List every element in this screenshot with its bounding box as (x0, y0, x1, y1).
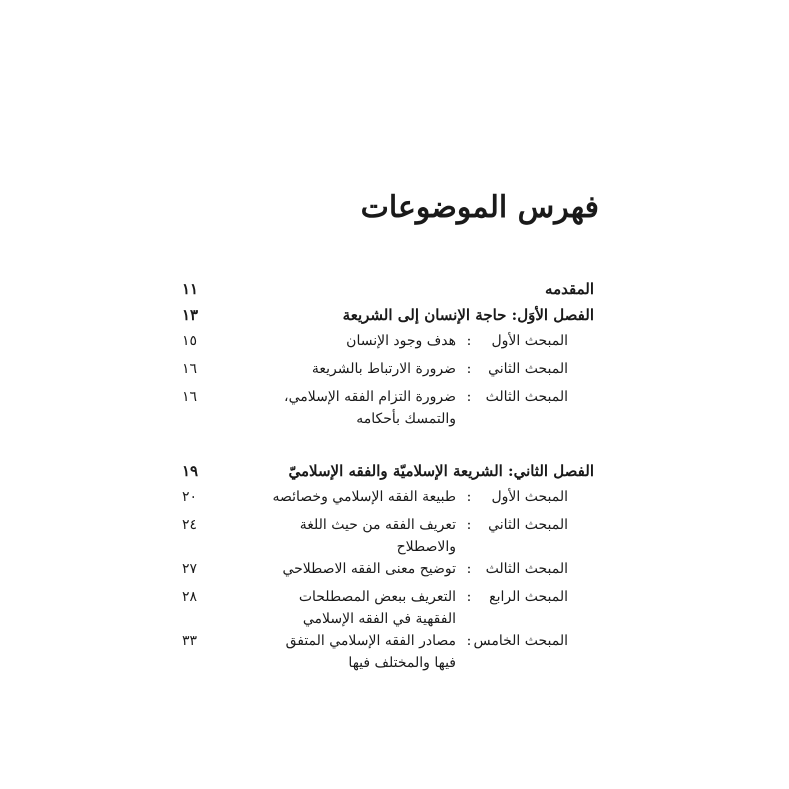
toc-page-number: ٢٤ (182, 517, 198, 533)
toc-separator: : (466, 389, 472, 405)
toc-section-title: توضيح معنى الفقه الاصطلاحي (282, 561, 456, 577)
toc-chapter-label: الفصل الأوَل: حاجة الإنسان إلى الشريعة (342, 306, 594, 324)
table-of-contents (182, 278, 594, 674)
toc-page-number: ١٥ (182, 333, 198, 349)
toc-section[interactable] (182, 386, 594, 430)
toc-section[interactable] (182, 330, 594, 358)
toc-section[interactable] (182, 486, 594, 514)
toc-page-number: ٢٠ (182, 489, 198, 505)
toc-section-label: المبحث الخامس (473, 633, 568, 649)
toc-section-label: المبحث الأول (491, 333, 568, 349)
toc-section[interactable] (182, 630, 594, 674)
toc-entry-label: المقدمه (545, 280, 594, 298)
toc-section-title: طبيعة الفقه الإسلامي وخصائصه (272, 489, 456, 505)
toc-section-title: ضرورة التزام الفقه الإسلامي، والتمسك بأحكامه (284, 389, 456, 427)
toc-page-number: ١٣ (182, 306, 199, 324)
toc-page-number: ١٦ (182, 361, 198, 377)
toc-section-title: التعريف ببعض المصطلحات الفقهية في الفقه الإسلامي (298, 589, 456, 627)
toc-separator: : (466, 489, 472, 505)
toc-section-label: المبحث الثالث (485, 561, 568, 577)
toc-entry-introduction[interactable] (182, 278, 594, 304)
toc-separator: : (466, 361, 472, 377)
toc-separator: : (466, 561, 472, 577)
toc-section-title: ضرورة الارتباط بالشريعة (311, 361, 456, 377)
toc-section-label: المبحث الثالث (485, 389, 568, 405)
toc-chapter-1[interactable] (182, 304, 594, 330)
section-spacer (182, 430, 594, 460)
toc-section-label: المبحث الثاني (488, 361, 568, 377)
toc-separator: : (466, 633, 472, 649)
toc-section-title: هدف وجود الإنسان (346, 333, 456, 349)
toc-section-title: مصادر الفقه الإسلامي المتفق فيها والمختلف فيها (285, 633, 456, 671)
toc-page-number: ٢٧ (182, 561, 198, 577)
toc-separator: : (466, 517, 472, 533)
toc-section-label: المبحث الثاني (488, 517, 568, 533)
toc-section[interactable] (182, 358, 594, 386)
toc-section-label: المبحث الرابع (489, 589, 568, 605)
toc-section-label: المبحث الأول (491, 489, 568, 505)
toc-page-number: ٣٣ (182, 633, 198, 649)
page-title: فهرس الموضوعات (360, 190, 599, 225)
toc-page-number: ١٦ (182, 389, 198, 405)
toc-section[interactable] (182, 558, 594, 586)
toc-separator: : (466, 589, 472, 605)
toc-section-title: تعريف الفقه من حيث اللغة والاصطلاح (299, 517, 456, 555)
toc-separator: : (466, 333, 472, 349)
toc-page-number: ١١ (182, 280, 199, 298)
toc-section[interactable] (182, 586, 594, 630)
toc-page-number: ٢٨ (182, 589, 198, 605)
toc-section[interactable] (182, 514, 594, 558)
toc-chapter-2[interactable] (182, 460, 594, 486)
toc-page-number: ١٩ (182, 462, 199, 480)
toc-chapter-label: الفصل الثاني: الشريعة الإسلاميّة والفقه الإسلاميّ (288, 462, 594, 480)
